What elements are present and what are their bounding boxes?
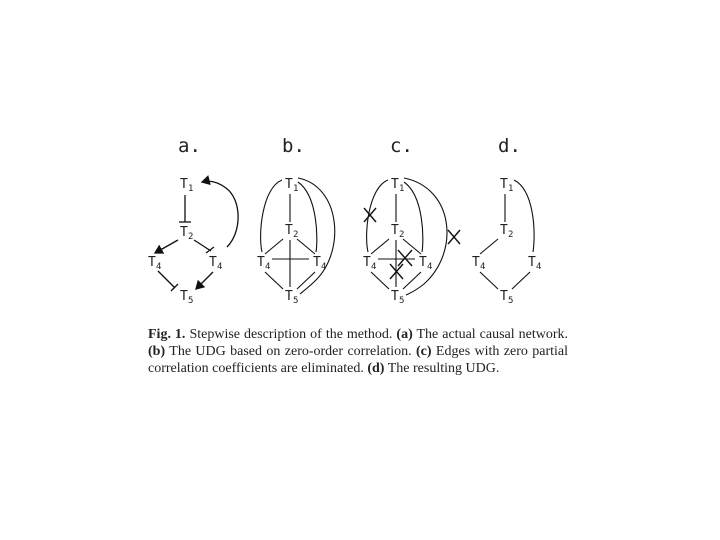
eliminated-edge-mark: [398, 250, 412, 266]
node-c-t4-left: [363, 255, 376, 272]
eliminated-edge-mark: [448, 230, 460, 244]
node-d-t4-left: [472, 255, 485, 272]
svg-text:4: 4: [371, 262, 377, 272]
caption-fig-label: Fig. 1.: [148, 327, 186, 342]
svg-text:T: T: [180, 177, 188, 192]
svg-text:T: T: [500, 289, 508, 304]
svg-text:4: 4: [156, 262, 162, 272]
svg-text:T: T: [257, 255, 265, 270]
caption-b-label: (b): [148, 344, 166, 359]
edge-a-t4right-t5: [196, 272, 213, 289]
node-d-t5: [500, 289, 513, 306]
svg-text:4: 4: [265, 262, 271, 272]
figure-caption: [148, 326, 568, 377]
svg-text:T: T: [363, 255, 371, 270]
svg-text:T: T: [180, 225, 188, 240]
edge-c-t2-t4l: [371, 239, 389, 254]
node-c-t1: [391, 177, 404, 194]
svg-text:T: T: [285, 289, 293, 304]
edge-a-feedback: [202, 181, 238, 247]
edge-b-t4l-t5: [265, 272, 283, 289]
edge-d-t4l-t5: [480, 272, 498, 289]
caption-c-text: Edges with zero partial correlation coefficients are eliminated.: [148, 344, 569, 376]
edge-a-t2-t4left: [155, 240, 178, 253]
svg-text:T: T: [500, 177, 508, 192]
caption-a-label: (a): [396, 327, 413, 342]
svg-text:5: 5: [188, 296, 194, 306]
node-b-t1: [285, 177, 298, 194]
node-d-t4-right: [528, 255, 541, 272]
edge-c-t1-t5: [404, 178, 447, 295]
svg-text:4: 4: [480, 262, 486, 272]
svg-text:T: T: [285, 223, 293, 238]
panel-a: [148, 135, 238, 306]
svg-text:T: T: [472, 255, 480, 270]
edge-c-t4r-t5: [403, 272, 421, 289]
svg-text:4: 4: [321, 262, 327, 272]
svg-text:T: T: [180, 289, 188, 304]
svg-text:T: T: [419, 255, 427, 270]
node-a-t2: [180, 225, 193, 242]
node-b-t5: [285, 289, 298, 306]
svg-text:2: 2: [293, 230, 299, 240]
svg-text:2: 2: [399, 230, 405, 240]
svg-text:T: T: [391, 289, 399, 304]
caption-d-text: The resulting UDG.: [387, 361, 500, 376]
node-c-t4-right: [419, 255, 432, 272]
svg-text:T: T: [500, 223, 508, 238]
edge-b-t2-t4l: [265, 239, 283, 254]
svg-text:4: 4: [217, 262, 223, 272]
node-b-t2: [285, 223, 298, 240]
edge-c-t2-t4r: [403, 239, 421, 254]
node-c-t5: [391, 289, 404, 306]
edge-d-t2-t4l: [480, 239, 498, 254]
panel-b: [257, 135, 335, 306]
edge-d-t1-t4r: [514, 180, 534, 252]
svg-text:4: 4: [536, 262, 542, 272]
caption-b-text: The UDG based on zero-order correlation.: [169, 344, 412, 359]
node-d-t1: [500, 177, 513, 194]
svg-text:T: T: [209, 255, 217, 270]
edge-c-t4l-t5: [371, 272, 389, 289]
svg-text:1: 1: [188, 184, 194, 194]
node-a-t4-left: [148, 255, 161, 272]
edge-b-t1-t4l: [261, 180, 282, 252]
caption-d-label: (d): [367, 361, 385, 376]
panel-label-c: c.: [390, 135, 413, 157]
panel-d: [472, 135, 541, 306]
svg-text:1: 1: [508, 184, 514, 194]
svg-text:2: 2: [188, 232, 194, 242]
edge-a-t2-t4right: [194, 240, 211, 251]
edge-a-t4left-t5: [158, 271, 175, 288]
node-a-t5: [180, 289, 193, 306]
svg-text:T: T: [285, 177, 293, 192]
svg-text:5: 5: [293, 296, 299, 306]
edge-b-t1-t5: [298, 178, 335, 294]
caption-intro: Stepwise description of the method.: [189, 327, 393, 342]
svg-text:1: 1: [399, 184, 405, 194]
edge-d-t4r-t5: [512, 272, 530, 289]
svg-text:1: 1: [293, 184, 299, 194]
caption-c-label: (c): [415, 344, 432, 359]
panel-label-a: a.: [178, 135, 201, 157]
node-a-t1: [180, 177, 193, 194]
edge-b-t2-t4r: [297, 239, 315, 254]
svg-text:2: 2: [508, 230, 514, 240]
svg-text:4: 4: [427, 262, 433, 272]
panel-label-b: b.: [282, 135, 305, 157]
svg-text:T: T: [148, 255, 156, 270]
node-d-t2: [500, 223, 513, 240]
node-b-t4-left: [257, 255, 270, 272]
svg-text:5: 5: [508, 296, 514, 306]
svg-text:T: T: [391, 177, 399, 192]
edge-b-t4r-t5: [297, 272, 315, 289]
panel-label-d: d.: [498, 135, 521, 157]
panel-c: [363, 135, 460, 306]
svg-text:T: T: [391, 223, 399, 238]
node-c-t2: [391, 223, 404, 240]
svg-text:T: T: [313, 255, 321, 270]
svg-text:5: 5: [399, 296, 405, 306]
caption-a-text: The actual causal network.: [416, 327, 569, 342]
svg-text:T: T: [528, 255, 536, 270]
node-a-t4-right: [209, 255, 222, 272]
